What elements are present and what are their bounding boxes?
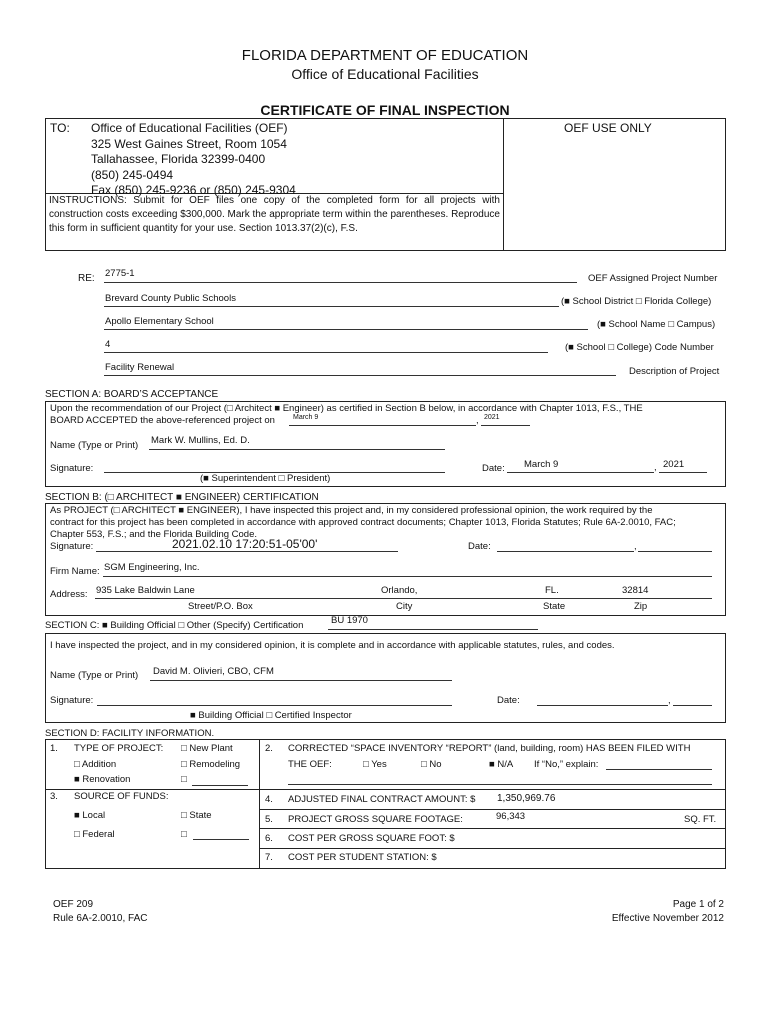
section-b-heading: SECTION B: (□ ARCHITECT ■ ENGINEER) CERTIFICATION	[45, 492, 319, 503]
city-caption: City	[396, 601, 413, 612]
q3-other[interactable]: □	[181, 829, 187, 840]
a-role: (■ Superintendent □ President)	[200, 473, 331, 484]
section-b-text2: contract for this project has been completed in accordance with approved contract documents; Chapter 1013, Florida Statutes; Rule 6A-2.0010, FAC;	[50, 517, 676, 528]
oef-address: Office of Educational Facilities (OEF) 325 West Gaines Street, Room 1054 Tallahassee, Florida 32399-0400 (850) 245-0494 Fax (850) 245-9236 or (850) 245-9304	[91, 121, 296, 197]
project-number-value[interactable]: 2775-1	[105, 268, 135, 279]
q1-addition[interactable]: □ Addition	[74, 759, 117, 770]
dept-title: FLORIDA DEPARTMENT OF EDUCATION	[241, 47, 529, 64]
firm-label: Firm Name:	[50, 566, 100, 577]
firm-value[interactable]: SGM Engineering, Inc.	[104, 562, 200, 573]
description-caption: Description of Project	[629, 366, 720, 377]
c-name-label: Name (Type or Print)	[50, 670, 139, 681]
q3-local[interactable]: ■ Local	[74, 810, 106, 821]
form-id: OEF 209	[53, 899, 94, 910]
q4-label: ADJUSTED FINAL CONTRACT AMOUNT: $	[288, 794, 476, 805]
q3-label: SOURCE OF FUNDS:	[74, 791, 169, 802]
section-b-text3: Chapter 553, F.S.; and the Florida Building Code.	[50, 529, 258, 540]
q2-na[interactable]: ■ N/A	[489, 759, 514, 770]
to-label: TO:	[50, 121, 70, 135]
school-name-caption: (■ School Name □ Campus)	[597, 319, 716, 330]
a-name-label: Name (Type or Print)	[50, 440, 139, 451]
state-value[interactable]: FL.	[545, 585, 559, 596]
office-title: Office of Educational Facilities	[291, 66, 479, 82]
state-caption: State	[543, 601, 566, 612]
address-label: Address:	[50, 589, 88, 600]
b-signature-value[interactable]: 2021.02.10 17:20:51-05'00'	[172, 537, 318, 551]
section-b-text1: As PROJECT (□ ARCHITECT ■ ENGINEER), I have inspected this project and, in my considered professional opinion, the work required by the	[50, 505, 653, 516]
q1-other[interactable]: □	[181, 774, 187, 785]
b-date-line[interactable]	[497, 551, 634, 552]
q2-no[interactable]: □ No	[421, 759, 442, 770]
zip-value[interactable]: 32814	[622, 585, 649, 596]
q2-explain: If “No,” explain:	[534, 759, 599, 770]
q1-new-plant[interactable]: □ New Plant	[181, 743, 233, 754]
q1-renovation[interactable]: ■ Renovation	[74, 774, 131, 785]
c-signature-line[interactable]	[97, 705, 452, 706]
code-number-value[interactable]: 4	[105, 339, 111, 350]
section-c-text: I have inspected the project, and in my considered opinion, it is complete and in accordance with applicable statutes, rules, and codes.	[50, 640, 615, 651]
re-label: RE:	[78, 273, 95, 284]
section-a-text1: Upon the recommendation of our Project (□ Architect ■ Engineer) as certified in Section B below, in accordance with Chapter 1013, F.S., THE	[50, 403, 643, 414]
page-number: Page 1 of 2	[672, 899, 724, 910]
c-role: ■ Building Official □ Certified Inspector	[190, 710, 352, 721]
b-date-label: Date:	[468, 541, 491, 552]
accepted-date-value[interactable]: March 9	[293, 414, 319, 421]
section-a-text2: BOARD ACCEPTED the above-referenced project on	[50, 415, 275, 426]
effective-date: Effective November 2012	[611, 913, 724, 924]
q1-remodeling[interactable]: □ Remodeling	[181, 759, 241, 770]
c-other-value[interactable]: BU 1970	[331, 615, 368, 626]
q2-label: CORRECTED “SPACE INVENTORY “REPORT” (land, building, room) HAS BEEN FILED WITH	[288, 743, 691, 754]
a-date-label: Date:	[482, 463, 505, 474]
a-date-value[interactable]: March 9	[524, 459, 559, 470]
q5-value[interactable]: 96,343	[496, 811, 526, 822]
q7-label: COST PER STUDENT STATION: $	[288, 852, 437, 863]
a-signature-label: Signature:	[50, 463, 94, 474]
section-c-heading: SECTION C: ■ Building Official □ Other (Specify) Certification	[45, 620, 304, 631]
q1-label: TYPE OF PROJECT:	[74, 743, 164, 754]
q5-label: PROJECT GROSS SQUARE FOOTAGE:	[288, 814, 463, 825]
q4-value[interactable]: 1,350,969.76	[497, 793, 556, 804]
q3-federal[interactable]: □ Federal	[74, 829, 115, 840]
form-rule: Rule 6A-2.0010, FAC	[53, 913, 148, 924]
accepted-year-value[interactable]: 2021	[484, 414, 500, 421]
district-value[interactable]: Brevard County Public Schools	[105, 293, 236, 304]
district-caption: (■ School District □ Florida College)	[561, 296, 712, 307]
q3-state[interactable]: □ State	[181, 810, 212, 821]
school-name-value[interactable]: Apollo Elementary School	[105, 316, 214, 327]
c-name-value[interactable]: David M. Olivieri, CBO, CFM	[153, 666, 274, 677]
section-d-heading: SECTION D: FACILITY INFORMATION.	[45, 728, 215, 739]
c-signature-label: Signature:	[50, 695, 94, 706]
q6-label: COST PER GROSS SQUARE FOOT: $	[288, 833, 455, 844]
street-value[interactable]: 935 Lake Baldwin Lane	[96, 585, 195, 596]
city-value[interactable]: Orlando,	[381, 585, 418, 596]
a-year-value[interactable]: 2021	[663, 459, 685, 470]
c-date-line[interactable]	[537, 705, 668, 706]
a-name-value[interactable]: Mark W. Mullins, Ed. D.	[151, 435, 250, 446]
q5-unit: SQ. FT.	[684, 814, 717, 825]
q2-oef: THE OEF:	[288, 759, 332, 770]
oef-use-only: OEF USE ONLY	[564, 121, 652, 135]
c-date-label: Date:	[497, 695, 520, 706]
instructions: INSTRUCTIONS: Submit for OEF files one copy of the completed form for all projects with construction costs exceeding $300,000. Mark the appropriate term within the parentheses. Reproduce this form in sufficient quantity for your use. Section 1013.37(2)(c), F.S.	[49, 195, 500, 234]
street-caption: Street/P.O. Box	[188, 601, 253, 612]
b-signature-label: Signature:	[50, 541, 94, 552]
section-a-heading: SECTION A: BOARD’S ACCEPTANCE	[45, 389, 219, 400]
code-number-caption: (■ School □ College) Code Number	[565, 342, 714, 353]
form-title: CERTIFICATE OF FINAL INSPECTION	[260, 102, 510, 118]
q2-yes[interactable]: □ Yes	[363, 759, 387, 770]
project-number-caption: OEF Assigned Project Number	[588, 273, 718, 284]
description-value[interactable]: Facility Renewal	[105, 362, 175, 373]
zip-caption: Zip	[634, 601, 648, 612]
